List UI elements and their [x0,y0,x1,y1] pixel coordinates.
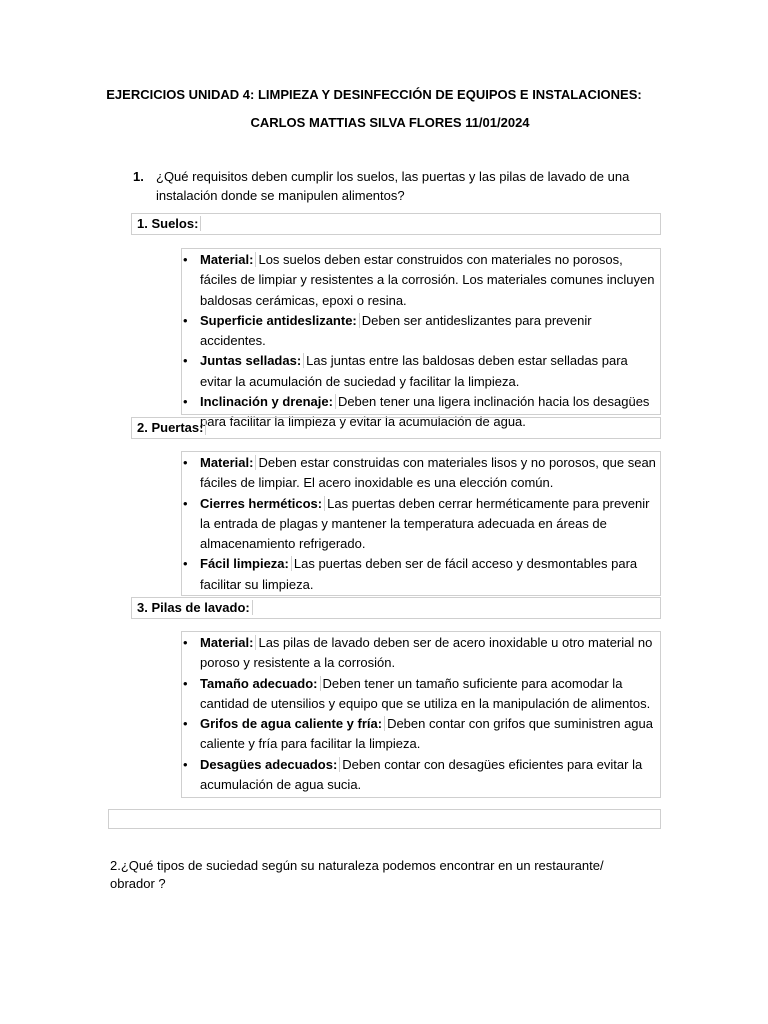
bullet-icon: • [183,556,188,572]
item-text: Deben estar construidas con materiales lisos y no porosos, que sean fáciles de limpiar. El acero inoxidable es una elección común. [200,455,656,491]
list-item [182,554,656,595]
bullet-icon: • [183,716,188,732]
list-item [182,494,656,555]
item-text: Deben tener una ligera inclinación hacia los desagües para facilitar la limpieza y evitar la acumulación de agua. [200,394,650,430]
question-2: 2.¿Qué tipos de suciedad según su naturaleza podemos encontrar en un restaurante/ obrador ? [110,858,604,891]
author-date: CARLOS MATTIAS SILVA FLORES 11/01/2024 [250,115,530,130]
bullet-icon: • [183,252,188,267]
item-key: Desagües adecuados: [200,757,340,772]
list-item [182,351,656,392]
item-key: Inclinación y drenaje: [200,394,336,409]
question-1 [133,167,633,205]
item-key: Tamaño adecuado: [200,676,321,691]
list-item [182,714,656,755]
item-key: Material: [200,635,256,650]
bullet-icon: • [183,394,188,410]
item-text: Las puertas deben cerrar herméticamente para prevenir la entrada de plagas y mantener la temperatura adecuada en áreas de almacenamiento refrigerado. [200,495,650,552]
section-header-pilas-de-lavado [131,597,661,619]
list-item [182,250,656,311]
section-label: 1. Suelos: [137,216,201,231]
item-key: Material: [200,252,256,267]
item-text: Las puertas deben ser de fácil acceso y desmontables para facilitar su limpieza. [200,556,638,592]
section-label: 2. Puertas: [137,420,206,435]
bullet-icon: • [183,756,188,772]
section-header-suelos [131,213,661,235]
item-text: Los suelos deben estar construidos con materiales no porosos, fáciles de limpiar y resistentes a la corrosión. Los materiales comunes incluyen baldosas cerámicas, epoxi o resina. [200,252,655,308]
bullet-icon: • [183,353,188,369]
item-key: Fácil limpieza: [200,556,292,571]
item-key: Cierres herméticos: [200,496,325,511]
item-text: Las pilas de lavado deben ser de acero inoxidable u otro material no poroso y resistente a la corrosión. [200,635,653,671]
bullet-icon: • [183,495,188,511]
question-1-number: 1. [133,169,144,184]
list-item [182,311,656,352]
empty-text-box [108,809,661,829]
bullet-icon: • [183,455,188,470]
section-box-suelos [181,248,661,430]
bullet-icon: • [183,312,188,328]
list-item [182,674,656,715]
list-item [182,755,656,796]
item-text: Las juntas entre las baldosas deben estar selladas para evitar la acumulación de suciedad y facilitar la limpieza. [200,353,628,389]
item-text: Deben contar con desagües eficientes para evitar la acumulación de agua sucia. [200,756,643,793]
section-box-puertas [181,451,661,596]
section-label: 3. Pilas de lavado: [137,600,253,615]
list-item [182,453,656,494]
item-text: Deben contar con grifos que suministren agua caliente y fría para facilitar la limpieza. [200,716,653,752]
list-item [182,633,656,674]
bullet-icon: • [183,675,188,691]
document-title: EJERCICIOS UNIDAD 4: LIMPIEZA Y DESINFECCIÓN DE EQUIPOS E INSTALACIONES: [106,87,642,102]
section-box-pilas-de-lavado [181,631,661,798]
item-text: Deben ser antideslizantes para prevenir accidentes. [200,312,592,349]
item-key: Grifos de agua caliente y fría: [200,716,385,731]
item-key: Superficie antideslizante: [200,313,360,328]
item-key: Juntas selladas: [200,353,304,368]
section-header-puertas [131,417,661,439]
bullet-icon: • [183,635,188,650]
question-1-text: ¿Qué requisitos deben cumplir los suelos, las puertas y las pilas de lavado de una instalación donde se manipulen alimentos? [156,169,630,203]
item-text: Deben tener un tamaño suficiente para acomodar la cantidad de utensilios y equipo que se utiliza en la manipulación de alimentos. [200,675,651,711]
item-key: Material: [200,455,256,470]
